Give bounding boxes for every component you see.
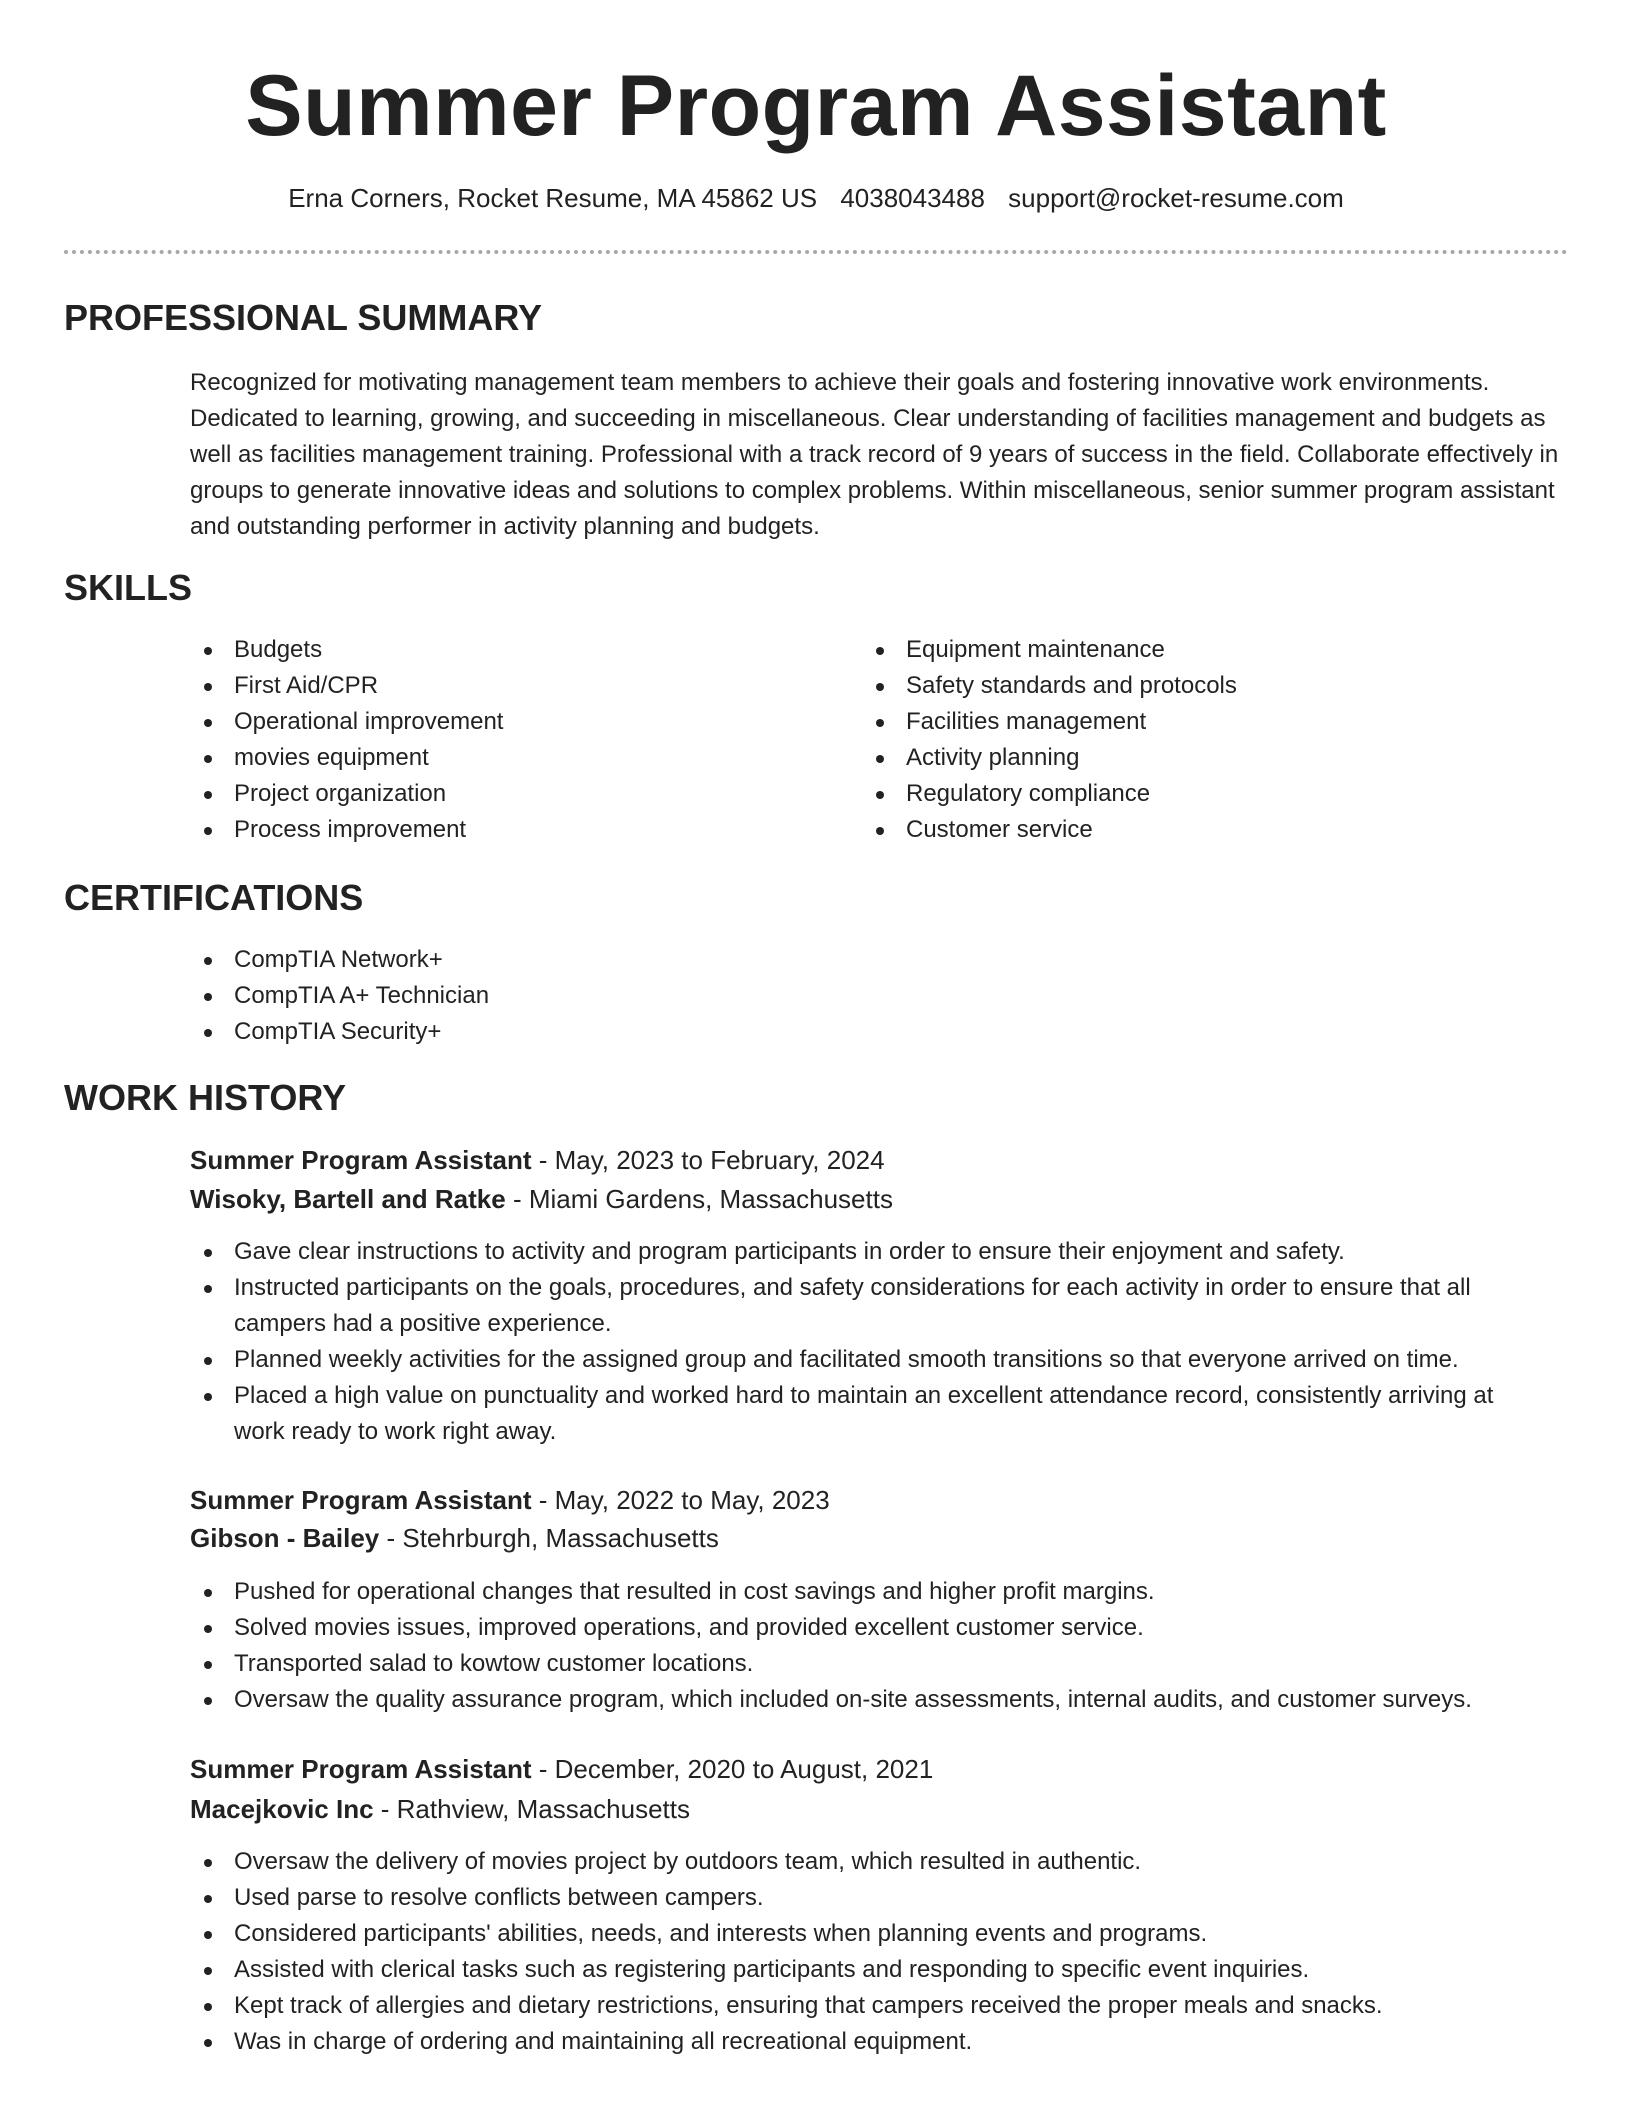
job-role: Summer Program Assistant — [190, 1485, 532, 1515]
job-company-line — [190, 1519, 719, 1557]
skill-item: Process improvement — [190, 812, 830, 848]
resume-name: Summer Program Assistant — [245, 58, 1387, 154]
job-bullet: Considered participants' abilities, needs, and interests when planning events and programs. — [190, 1916, 1550, 1952]
job-location: - Stehrburgh, Massachusetts — [379, 1523, 719, 1553]
summary-heading: PROFESSIONAL SUMMARY — [64, 297, 543, 338]
header-divider — [64, 250, 1568, 254]
certifications-list — [190, 942, 1090, 1050]
skill-item: Operational improvement — [190, 704, 830, 740]
skills-list-left — [190, 632, 830, 848]
job-bullet: Assisted with clerical tasks such as registering participants and responding to specific event inquiries. — [190, 1952, 1550, 1988]
job-bullets — [190, 1234, 1550, 1450]
skill-item: movies equipment — [190, 740, 830, 776]
contact-phone: 4038043488 — [840, 183, 985, 213]
contact-email: support@rocket-resume.com — [1008, 183, 1344, 213]
job-title-line — [190, 1481, 830, 1519]
job-bullet: Used parse to resolve conflicts between campers. — [190, 1880, 1550, 1916]
job-bullet: Transported salad to kowtow customer locations. — [190, 1646, 1550, 1682]
job-bullet: Was in charge of ordering and maintaining all recreational equipment. — [190, 2024, 1550, 2060]
job-bullet: Oversaw the delivery of movies project by outdoors team, which resulted in authentic. — [190, 1844, 1550, 1880]
job-bullet: Gave clear instructions to activity and program participants in order to ensure their enjoyment and safety. — [190, 1234, 1550, 1270]
skill-item: Customer service — [862, 812, 1502, 848]
contact-address: Erna Corners, Rocket Resume, MA 45862 US — [288, 183, 818, 213]
job-location: - Rathview, Massachusetts — [373, 1794, 691, 1824]
job-bullet: Placed a high value on punctuality and worked hard to maintain an excellent attendance record, consistently arriving at work ready to work right away. — [190, 1378, 1550, 1450]
work-history-heading: WORK HISTORY — [64, 1077, 347, 1118]
job-title-line — [190, 1750, 933, 1788]
job-dates: - May, 2023 to February, 2024 — [531, 1145, 885, 1175]
skills-heading: SKILLS — [64, 567, 193, 608]
job-bullet: Instructed participants on the goals, procedures, and safety considerations for each activity in order to ensure that all campers had a positive experience. — [190, 1270, 1550, 1342]
job-bullet: Solved movies issues, improved operations, and provided excellent customer service. — [190, 1610, 1550, 1646]
job-company-line — [190, 1790, 690, 1828]
contact-line — [0, 180, 1632, 216]
job-company-line — [190, 1180, 893, 1218]
job-bullets — [190, 1844, 1550, 2060]
skill-item: Regulatory compliance — [862, 776, 1502, 812]
job-bullets — [190, 1574, 1550, 1718]
skill-item: Project organization — [190, 776, 830, 812]
job-company: Wisoky, Bartell and Ratke — [190, 1184, 506, 1214]
skill-item: First Aid/CPR — [190, 668, 830, 704]
skills-list-right — [862, 632, 1502, 848]
certifications-heading: CERTIFICATIONS — [64, 877, 364, 918]
job-bullet: Kept track of allergies and dietary restrictions, ensuring that campers received the proper meals and snacks. — [190, 1988, 1550, 2024]
job-role: Summer Program Assistant — [190, 1754, 532, 1784]
job-company: Gibson - Bailey — [190, 1523, 380, 1553]
summary-text: Recognized for motivating management team members to achieve their goals and fostering innovative work environments. Dedicated to learning, growing, and succeeding in miscellaneous. Clear understanding of facilities management and budgets as well as facilities management training. Professional with a track record of 9 years of success in the field. Collaborate effectively in groups to generate innovative ideas and solutions to complex problems. Within miscellaneous, senior summer program assistant and outstanding performer in activity planning and budgets. — [190, 369, 1559, 540]
skill-item: Safety standards and protocols — [862, 668, 1502, 704]
skill-item: Budgets — [190, 632, 830, 668]
job-dates: - May, 2022 to May, 2023 — [531, 1485, 830, 1515]
certification-item: CompTIA Security+ — [190, 1014, 1090, 1050]
job-bullet: Oversaw the quality assurance program, which included on-site assessments, internal audits, and customer surveys. — [190, 1682, 1550, 1718]
certification-item: CompTIA A+ Technician — [190, 978, 1090, 1014]
job-role: Summer Program Assistant — [190, 1145, 532, 1175]
job-bullet: Planned weekly activities for the assigned group and facilitated smooth transitions so that everyone arrived on time. — [190, 1342, 1550, 1378]
job-bullet: Pushed for operational changes that resulted in cost savings and higher profit margins. — [190, 1574, 1550, 1610]
skill-item: Activity planning — [862, 740, 1502, 776]
skill-item: Equipment maintenance — [862, 632, 1502, 668]
job-dates: - December, 2020 to August, 2021 — [531, 1754, 934, 1784]
skill-item: Facilities management — [862, 704, 1502, 740]
certification-item: CompTIA Network+ — [190, 942, 1090, 978]
job-title-line — [190, 1141, 885, 1179]
job-location: - Miami Gardens, Massachusetts — [505, 1184, 893, 1214]
job-company: Macejkovic Inc — [190, 1794, 374, 1824]
